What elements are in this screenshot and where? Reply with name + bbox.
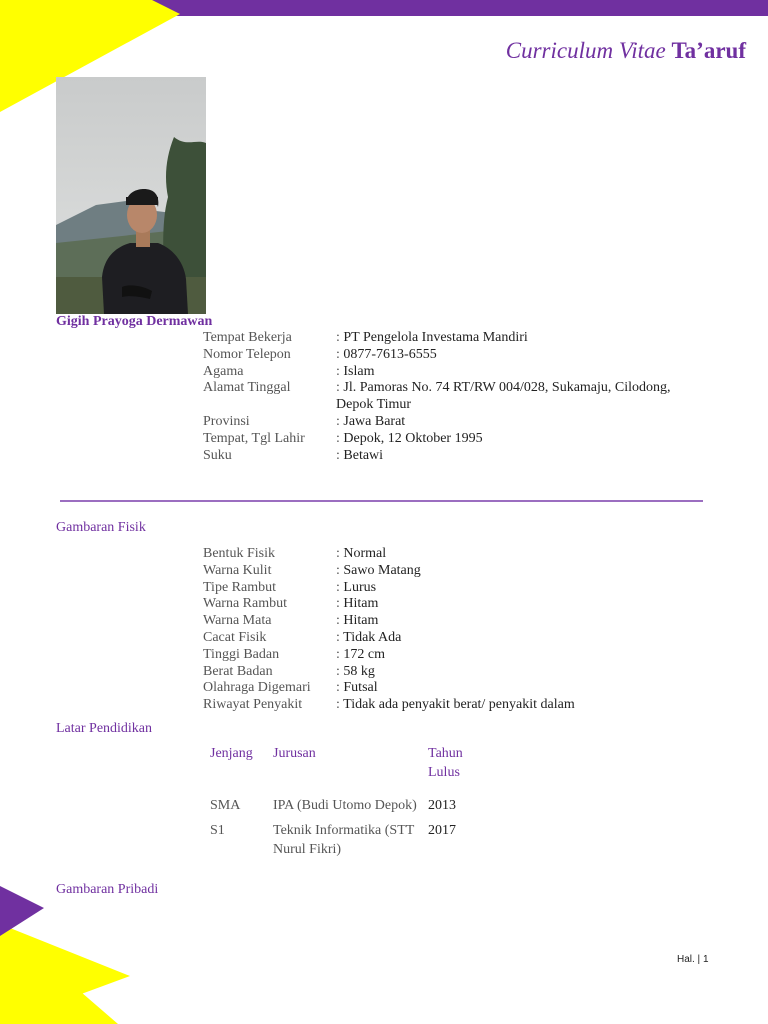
section-heading-education: Latar Pendidikan (56, 721, 153, 736)
column-header: Jurusan (273, 746, 316, 761)
field-label: Tempat, Tgl Lahir (203, 430, 305, 446)
title-bold: Ta’aruf (671, 38, 746, 63)
bottom-left-decoration (0, 880, 140, 1024)
table-row (203, 796, 488, 821)
field-label: Tinggi Badan (203, 646, 280, 662)
table-row: Warna Mata : Hitam (203, 613, 379, 629)
field-value: Islam (343, 363, 375, 379)
field-value: Jawa Barat (343, 413, 406, 429)
edu-level: SMA (210, 798, 241, 813)
edu-year: 2017 (428, 823, 456, 838)
field-label: Warna Rambut (203, 596, 288, 612)
physical-info-table (203, 546, 708, 714)
table-row: Agama : Islam (203, 363, 375, 379)
edu-level: S1 (210, 823, 225, 838)
field-label: Bentuk Fisik (203, 546, 275, 561)
column-header: Tahun Lulus (428, 746, 463, 780)
field-value: Futsal (343, 680, 378, 696)
field-value: Betawi (343, 447, 384, 463)
field-label: Warna Kulit (203, 562, 272, 578)
field-label: Berat Badan (203, 663, 273, 679)
field-value: 58 kg (343, 663, 375, 679)
field-value: Lurus (343, 579, 377, 595)
profile-photo (56, 77, 206, 314)
field-label: Agama (203, 363, 244, 379)
table-row: Warna Kulit : Sawo Matang (203, 562, 421, 578)
table-row: Riwayat Penyakit : Tidak ada penyakit berat/ penyakit dalam (203, 697, 575, 713)
table-header-row (203, 744, 488, 796)
field-value: Hitam (343, 613, 379, 629)
section-heading-personal: Gambaran Pribadi (56, 882, 159, 897)
field-label: Cacat Fisik (203, 629, 267, 645)
table-row: Provinsi : Jawa Barat (203, 413, 406, 429)
field-value: 0877-7613-6555 (343, 346, 437, 362)
field-label: Nomor Telepon (203, 346, 291, 362)
table-row (203, 821, 488, 865)
field-value: Hitam (343, 596, 379, 612)
section-heading-physical: Gambaran Fisik (56, 520, 146, 535)
field-value: PT Pengelola Investama Mandiri (343, 330, 528, 345)
section-divider (60, 500, 703, 502)
field-label: Tempat Bekerja (203, 330, 292, 345)
field-label: Alamat Tinggal (203, 380, 291, 396)
field-label: Suku (203, 447, 232, 463)
profile-info-table (203, 330, 708, 464)
field-label: Provinsi (203, 413, 250, 429)
table-row: Berat Badan : 58 kg (203, 663, 375, 679)
table-row: Olahraga Digemari : Futsal (203, 680, 378, 696)
field-value: Tidak Ada (343, 629, 402, 645)
table-row: Bentuk Fisik : Normal (203, 546, 387, 561)
table-row: Warna Rambut : Hitam (203, 596, 379, 612)
field-value: Jl. Pamoras No. 74 RT/RW 004/028, Sukamaju, Cilodong, Depok Timur (336, 380, 671, 413)
field-label: Riwayat Penyakit (203, 697, 303, 713)
field-value: Tidak ada penyakit berat/ penyakit dalam (343, 697, 575, 713)
table-row: Tempat, Tgl Lahir : Depok, 12 Oktober 1995 (203, 430, 483, 446)
title-italic: Curriculum Vitae (505, 38, 666, 63)
field-value: Normal (343, 546, 387, 561)
field-label: Olahraga Digemari (203, 680, 311, 696)
table-row: Tinggi Badan : 172 cm (203, 646, 385, 662)
education-table (203, 744, 488, 865)
table-row: Cacat Fisik : Tidak Ada (203, 629, 402, 645)
table-row: Suku : Betawi (203, 447, 384, 463)
table-row: Tipe Rambut : Lurus (203, 579, 377, 595)
profile-name: Gigih Prayoga Dermawan (56, 314, 213, 329)
field-value: Depok, 12 Oktober 1995 (343, 430, 483, 446)
field-value: Sawo Matang (343, 562, 421, 578)
table-row: Tempat Bekerja : PT Pengelola Investama Mandiri (203, 330, 528, 345)
table-row: Nomor Telepon : 0877-7613-6555 (203, 346, 437, 362)
field-value: 172 cm (343, 646, 385, 662)
edu-year: 2013 (428, 798, 456, 813)
field-label: Tipe Rambut (203, 579, 276, 595)
page-title (506, 38, 746, 64)
edu-major: IPA (Budi Utomo Depok) (273, 798, 417, 813)
table-row: Alamat Tinggal : Jl. Pamoras No. 74 RT/RW 004/028, Sukamaju, Cilodong, Depok Timur (203, 380, 671, 413)
field-label: Warna Mata (203, 613, 272, 629)
edu-major: Teknik Informatika (STT Nurul Fikri) (273, 823, 415, 857)
page-number: Hal. | 1 (677, 954, 709, 965)
column-header: Jenjang (210, 746, 253, 761)
